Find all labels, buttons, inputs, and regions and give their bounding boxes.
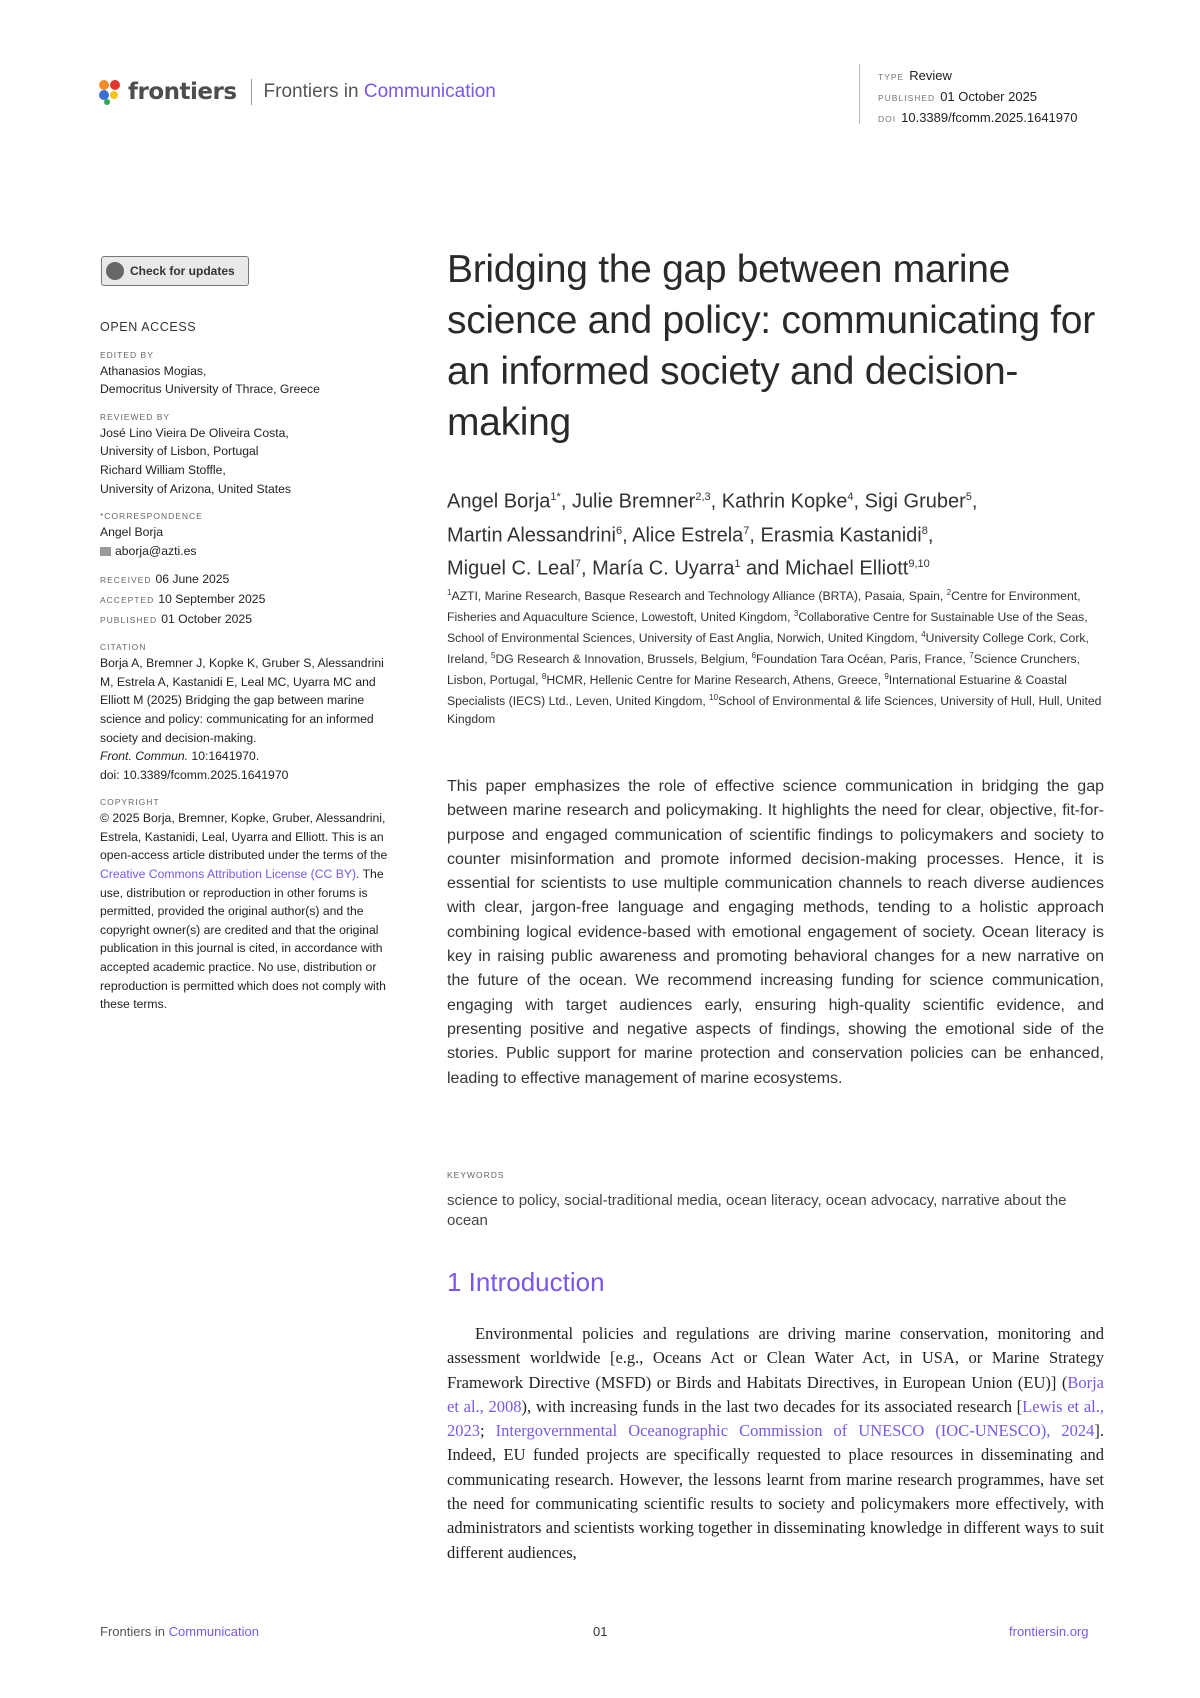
author-separator: , — [560, 490, 572, 513]
page-number: 01 — [593, 1624, 608, 1639]
citation-doi[interactable]: doi: 10.3389/fcomm.2025.1641970 — [100, 767, 289, 782]
author-affil-marker: 5 — [965, 491, 972, 503]
author[interactable]: Kathrin Kopke — [721, 490, 848, 513]
affiliation-text: HCMR, Hellenic Centre for Marine Research, Athens, Greece, — [546, 673, 885, 688]
keywords-label: KEYWORDS — [447, 1170, 505, 1180]
journal-name: Frontiers in Communication — [263, 81, 496, 102]
author-affil-marker: 1 — [734, 558, 741, 571]
affiliation-text: Collaborative Centre for Sustainable Use of the Seas, School of Environmental Sciences, University of East Anglia, Norwich, United Kingdom, — [447, 610, 1088, 646]
author-list — [447, 483, 1097, 584]
author[interactable]: Sigi Gruber — [864, 490, 966, 513]
affiliation-text: Foundation Tara Océan, Paris, France, — [756, 652, 970, 667]
affiliation-number: 3 — [793, 609, 799, 619]
frontiers-logo-icon — [98, 79, 122, 105]
email-icon — [100, 547, 111, 556]
author[interactable]: Martin Alessandrini — [447, 524, 616, 547]
author-separator: , — [927, 524, 934, 547]
affiliation-number: 5 — [491, 651, 496, 661]
reviewed-by-label: REVIEWED BY — [100, 411, 171, 422]
author-affil-marker: 7 — [574, 558, 581, 571]
affiliation-number: 6 — [751, 651, 757, 661]
author-separator: , — [580, 557, 593, 580]
citation-label: CITATION — [100, 642, 147, 653]
author[interactable]: Julie Bremner — [571, 490, 696, 513]
introduction-body — [447, 1322, 1104, 1565]
intro-paragraph: Environmental policies and regulations are driving marine conservation, monitoring and assessment worldwide [e.g., Oceans Act or Clean Water Act, in USA, or Marine Strategy Framework Directive (MSFD) or Birds and Habitats Directives, in European Union (EU)] (Borja et al., 2008), with increasing funds in the last two decades for its associated research [Lewis et al., 2023; Intergovernmental Oceanographic Commission of UNESCO (IOC-UNESCO), 2024]. Indeed, EU funded projects are specifically requested to place resources in disseminating and communicating research. However, the lessons learnt from marine research programmes, have set the need for communicating scientific results to society and policymakers more effectively, with administrators and scientists working together in disseminating knowledge in different ways to suit different audiences, — [447, 1324, 1104, 1562]
abstract: This paper emphasizes the role of effective science communication in bridging the gap between marine research and policymaking. It highlights the need for clear, objective, fit-for-purpose and engaged communication of scientific findings to policymakers and society to counter misinformation and promote informed decision-making processes. Hence, it is essential for scientists to use multiple communication channels to reach diverse audiences with clear, jargon-free language and engaging methods, tending to a holistic approach combining logical evidence-based with emotional engagement of society. Ocean literacy is key in raising public awareness and promoting behavioral changes for a new narrative on the future of the ocean. We recommend increasing funding for science communication, engaging with target audiences early, ensuring high-quality scientific evidence, and presenting positive and negative aspects of findings, showing the emotional side of the stories. Public support for marine protection and conservation policies can be enhanced, leading to effective management of marine ecosystems. — [447, 778, 1104, 1087]
dates: RECEIVED 06 June 2025 ACCEPTED 10 September 2025 PUBLISHED 01 October 2025 — [100, 572, 266, 626]
brand-name: frontiers — [128, 79, 237, 105]
author-separator: , — [710, 490, 722, 513]
author[interactable]: Alice Estrela — [632, 524, 744, 547]
ref-borja-2008[interactable]: Borja et al., 2008 — [447, 1372, 1104, 1416]
doi-row[interactable]: DOI 10.3389/fcomm.2025.1641970 — [878, 110, 1078, 125]
footer-site-link[interactable]: frontiersin.org — [1009, 1624, 1089, 1639]
affiliations — [447, 584, 1102, 728]
check-for-updates-button[interactable]: Check for updates — [101, 256, 249, 286]
open-access-label: OPEN ACCESS — [100, 320, 197, 334]
author-affil-marker: 6 — [615, 524, 623, 537]
affiliation-text: Science Crunchers, Lisbon, Portugal, — [447, 652, 1080, 688]
author-affil-marker: 9,10 — [908, 558, 930, 571]
keywords: science to policy, social-traditional media, ocean literacy, ocean advocacy, narrative about the ocean — [447, 1192, 1067, 1229]
frontiers-logo[interactable] — [98, 72, 658, 112]
author-affil-marker: 4 — [847, 491, 854, 503]
affiliation-text: Centre for Environment, Fisheries and Aquaculture Science, Lowestoft, United Kingdom, — [447, 589, 1081, 625]
author-separator: , — [853, 490, 865, 513]
author-affil-marker: 7 — [743, 524, 750, 537]
reviewers: José Lino Vieira De Oliveira Costa, University of Lisbon, Portugal Richard William Stoffle, University of Arizona, United States — [100, 425, 292, 496]
author-separator: , — [971, 490, 978, 513]
article-title: Bridging the gap between marine science and policy: communicating for an informed society and decision-making — [447, 248, 1095, 444]
logo-divider — [251, 79, 252, 105]
author[interactable]: Miguel C. Leal — [447, 557, 575, 580]
author-separator: and — [740, 557, 785, 580]
affiliation-text: AZTI, Marine Research, Basque Research and Technology Alliance (BRTA), Pasaia, Spain, — [451, 589, 947, 604]
editor: Athanasios Mogias, Democritus University of Thrace, Greece — [100, 363, 320, 397]
author[interactable]: Angel Borja — [447, 490, 551, 513]
affiliation-number: 1 — [447, 588, 452, 597]
correspondence-email[interactable]: aborja@azti.es — [100, 542, 390, 561]
copyright-label: COPYRIGHT — [100, 797, 160, 808]
author[interactable]: Erasmia Kastanidi — [760, 524, 922, 547]
section-heading-introduction: 1 Introduction — [447, 1267, 605, 1297]
affiliation-text: DG Research & Innovation, Brussels, Belgium, — [495, 652, 752, 667]
published-row: PUBLISHED 01 October 2025 — [878, 89, 1038, 104]
ref-ioc-unesco-2024[interactable]: Intergovernmental Oceanographic Commission of UNESCO (IOC-UNESCO), 2024 — [495, 1421, 1095, 1441]
update-icon — [106, 262, 124, 280]
affiliation-number: 8 — [541, 672, 547, 682]
affiliation-number: 7 — [969, 651, 974, 661]
author[interactable]: Michael Elliott — [784, 557, 909, 580]
cc-license-link[interactable]: Creative Commons Attribution License (CC BY) — [100, 867, 357, 882]
edited-by-label: EDITED BY — [100, 349, 154, 360]
affiliation-text: University College Cork, Cork, Ireland, — [447, 631, 1089, 667]
citation: Borja A, Bremner J, Kopke K, Gruber S, Alessandrini M, Estrela A, Kastanidi E, Leal MC, Uyarra MC and Elliott M (2025) Bridging the gap between marine science and policy: communicating for an informed society and decision-making. Front. Commun. 10:1641970. doi: 10.3389/fcomm.2025.1641970 — [100, 656, 384, 782]
affiliation-number: 10 — [709, 693, 719, 703]
article-meta — [878, 66, 1077, 129]
author-affil-marker: 2,3 — [695, 491, 711, 503]
affiliation-text: School of Environmental & life Sciences, University of Hull, Hull, United Kingdom — [447, 694, 1102, 727]
correspondence: Angel Borja aborja@azti.es — [100, 523, 390, 560]
copyright: © 2025 Borja, Bremner, Kopke, Gruber, Alessandrini, Estrela, Kastanidi, Leal, Uyarra and Elliott. This is an open-access article distributed under the terms of the Creative Commons Attribution License (CC BY). The use, distribution or reproduction in other forums is permitted, provided the original author(s) and the copyright owner(s) are credited and that the original publication in this journal is cited, in accordance with accepted academic practice. No use, distribution or reproduction is permitted which does not comply with these terms. — [100, 811, 388, 1012]
affiliation-number: 4 — [921, 630, 926, 640]
ref-lewis-2023[interactable]: Lewis et al., 2023 — [447, 1396, 1104, 1441]
affiliation-number: 9 — [884, 672, 889, 682]
type-row: TYPE Review — [878, 68, 952, 83]
author-separator: , — [622, 524, 633, 547]
sidebar — [100, 256, 390, 1014]
author-affil-marker: 8 — [921, 524, 928, 537]
affiliation-text: International Estuarine & Coastal Specialists (IECS) Ltd., Leven, United Kingdom, — [447, 673, 1067, 709]
correspondence-label: *CORRESPONDENCE — [100, 511, 203, 522]
author[interactable]: María C. Uyarra — [592, 557, 735, 580]
meta-divider — [859, 64, 860, 124]
author-separator: , — [749, 524, 761, 547]
affiliation-number: 2 — [946, 588, 952, 597]
footer-journal: Frontiers in Communication — [100, 1624, 259, 1639]
author-affil-marker: 1* — [550, 491, 561, 503]
